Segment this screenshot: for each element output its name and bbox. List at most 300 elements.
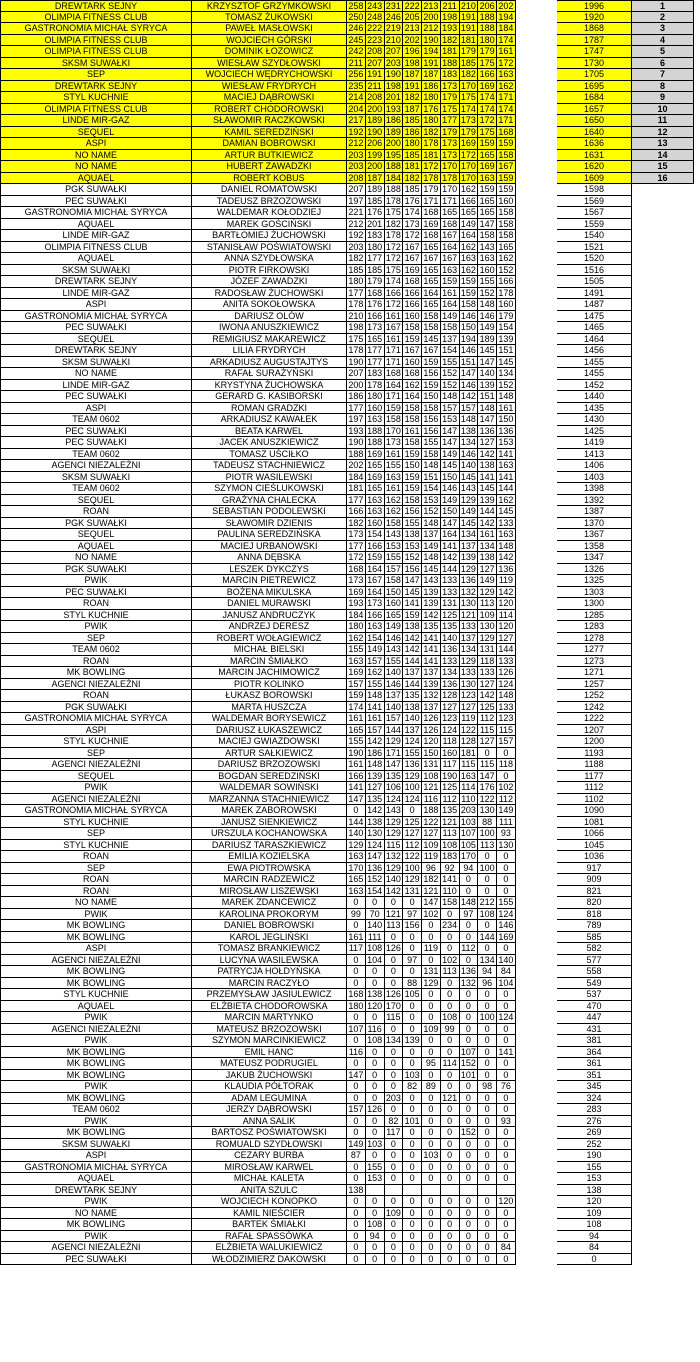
score-cell: 0 — [403, 1058, 422, 1070]
score-cell: 0 — [497, 771, 516, 783]
score-cell: 148 — [460, 897, 479, 909]
player-name-cell: WIESŁAW SZYDŁOWSKI — [192, 58, 347, 70]
score-cell: 0 — [385, 1139, 404, 1151]
score-cell: 115 — [478, 759, 497, 771]
score-cell: 165 — [422, 299, 441, 311]
score-cell: 101 — [403, 1116, 422, 1128]
score-cell: 166 — [460, 196, 479, 208]
score-cell: 124 — [385, 794, 404, 806]
player-name-cell: DARIUSZ TARASZKIEWICZ — [192, 840, 347, 852]
score-cell: 158 — [460, 299, 479, 311]
score-cell: 169 — [403, 265, 422, 277]
score-cell: 175 — [385, 265, 404, 277]
score-cell: 136 — [441, 679, 460, 691]
score-cell: 0 — [403, 805, 422, 817]
score-cell: 207 — [385, 46, 404, 58]
team-cell: NO NAME — [0, 897, 192, 909]
score-cell: 190 — [366, 127, 385, 139]
score-cell: 127 — [478, 437, 497, 449]
score-cell: 0 — [478, 1058, 497, 1070]
score-cell: 214 — [347, 92, 366, 104]
score-cell: 145 — [460, 518, 479, 530]
player-name-cell: DANIEL MURAWSKI — [192, 598, 347, 610]
score-cell: 188 — [366, 426, 385, 438]
total-cell: 1569 — [557, 196, 632, 208]
score-cell: 186 — [385, 115, 404, 127]
table-row — [0, 828, 700, 840]
score-cell: 0 — [441, 1219, 460, 1231]
score-cell: 174 — [460, 104, 479, 116]
table-row — [0, 656, 700, 668]
score-cell: 167 — [441, 230, 460, 242]
score-cell: 148 — [460, 414, 479, 426]
player-name-cell: PATRYCJA HOŁDYŃSKA — [192, 966, 347, 978]
score-cell: 155 — [385, 552, 404, 564]
team-cell: MK BOWLING — [0, 667, 192, 679]
rank-cell: 3 — [632, 23, 694, 35]
player-name-cell: PIOTR FIRKOWSKI — [192, 265, 347, 277]
score-cell: 0 — [385, 1173, 404, 1185]
score-cell: 165 — [385, 610, 404, 622]
score-cell: 202 — [497, 0, 516, 12]
score-cell: 0 — [460, 1024, 479, 1036]
score-cell: 111 — [497, 817, 516, 829]
score-cell: 148 — [366, 690, 385, 702]
score-cell: 129 — [478, 587, 497, 599]
score-cell: 70 — [366, 909, 385, 921]
score-cell: 148 — [422, 518, 441, 530]
score-cell: 178 — [347, 299, 366, 311]
score-cell: 0 — [478, 1104, 497, 1116]
score-cell: 178 — [385, 196, 404, 208]
table-row — [0, 759, 700, 771]
score-cell: 147 — [441, 518, 460, 530]
score-cell: 132 — [460, 978, 479, 990]
score-cell: 165 — [422, 265, 441, 277]
score-cell: 186 — [403, 127, 422, 139]
team-cell: TEAM 0602 — [0, 483, 192, 495]
score-cell: 150 — [403, 460, 422, 472]
table-row — [0, 874, 700, 886]
score-cell: 201 — [385, 92, 404, 104]
player-name-cell: ROMUALD SZYDŁOWSKI — [192, 1139, 347, 1151]
total-cell: 558 — [557, 966, 632, 978]
total-cell: 1326 — [557, 564, 632, 576]
score-cell: 161 — [385, 334, 404, 346]
score-cell: 162 — [497, 495, 516, 507]
score-cell: 136 — [497, 426, 516, 438]
team-cell: PEC SUWAŁKI — [0, 437, 192, 449]
rank-cell: 8 — [632, 81, 694, 93]
total-cell: 1657 — [557, 104, 632, 116]
table-row — [0, 1242, 700, 1254]
score-cell: 0 — [441, 978, 460, 990]
total-cell: 1567 — [557, 207, 632, 219]
score-cell: 129 — [460, 564, 479, 576]
score-cell: 158 — [497, 207, 516, 219]
score-cell: 181 — [460, 748, 479, 760]
score-cell: 153 — [441, 414, 460, 426]
score-cell: 211 — [347, 58, 366, 70]
score-cell: 0 — [385, 1081, 404, 1093]
score-cell: 168 — [441, 219, 460, 231]
score-cell: 212 — [422, 23, 441, 35]
team-cell: DREWTARK SEJNY — [0, 345, 192, 357]
team-cell: SEQUEL — [0, 495, 192, 507]
player-name-cell: JANUSZ SIENKIEWICZ — [192, 817, 347, 829]
score-cell: 158 — [403, 403, 422, 415]
score-cell: 170 — [460, 81, 479, 93]
team-cell: PWIK — [0, 1231, 192, 1243]
score-cell: 180 — [403, 138, 422, 150]
score-cell: 165 — [366, 334, 385, 346]
score-cell: 132 — [460, 587, 479, 599]
total-cell: 909 — [557, 874, 632, 886]
score-cell: 127 — [497, 633, 516, 645]
score-cell: 149 — [441, 495, 460, 507]
player-name-cell: BOŻENA MIKULSKA — [192, 587, 347, 599]
score-cell: 162 — [460, 184, 479, 196]
score-cell: 144 — [478, 506, 497, 518]
score-cell: 180 — [347, 1001, 366, 1013]
score-cell: 107 — [347, 1024, 366, 1036]
total-cell: 1559 — [557, 219, 632, 231]
score-cell: 161 — [347, 713, 366, 725]
score-cell: 183 — [441, 851, 460, 863]
table-row — [0, 196, 700, 208]
team-cell: OLIMPIA FITNESS CLUB — [0, 46, 192, 58]
table-row — [0, 460, 700, 472]
score-cell: 0 — [478, 1024, 497, 1036]
score-cell: 171 — [385, 357, 404, 369]
score-cell: 142 — [366, 805, 385, 817]
score-cell: 186 — [366, 748, 385, 760]
total-cell: 1036 — [557, 851, 632, 863]
player-name-cell: JÓZEF ZAWADZKI — [192, 276, 347, 288]
player-name-cell: MAREK GOŚCIŃSKI — [192, 219, 347, 231]
score-cell: 0 — [497, 1254, 516, 1266]
total-cell: 109 — [557, 1208, 632, 1220]
total-cell: 1406 — [557, 460, 632, 472]
table-row — [0, 207, 700, 219]
score-cell: 129 — [385, 817, 404, 829]
score-cell: 151 — [478, 391, 497, 403]
score-cell: 171 — [441, 196, 460, 208]
team-cell: DREWTARK SEJNY — [0, 276, 192, 288]
score-cell: 115 — [385, 840, 404, 852]
score-cell: 0 — [478, 851, 497, 863]
score-cell: 0 — [497, 1162, 516, 1174]
score-cell: 105 — [403, 989, 422, 1001]
score-cell: 156 — [422, 368, 441, 380]
score-cell: 206 — [478, 0, 497, 12]
team-cell: MK BOWLING — [0, 1058, 192, 1070]
score-cell: 157 — [385, 564, 404, 576]
score-cell: 180 — [366, 391, 385, 403]
score-cell: 149 — [366, 644, 385, 656]
score-cell: 87 — [347, 1150, 366, 1162]
score-cell: 0 — [403, 1104, 422, 1116]
score-cell: 172 — [385, 242, 404, 254]
score-cell: 147 — [347, 794, 366, 806]
rank-cell: 12 — [632, 127, 694, 139]
player-name-cell: ARTUR BUTKIEWICZ — [192, 150, 347, 162]
score-cell: 178 — [441, 173, 460, 185]
score-cell: 178 — [497, 288, 516, 300]
score-cell: 142 — [366, 736, 385, 748]
score-cell: 0 — [460, 1150, 479, 1162]
score-cell: 152 — [441, 380, 460, 392]
score-cell: 0 — [403, 1231, 422, 1243]
score-cell: 167 — [366, 575, 385, 587]
score-cell: 108 — [366, 1219, 385, 1231]
score-cell: 158 — [478, 230, 497, 242]
score-cell: 168 — [347, 989, 366, 1001]
team-cell: TEAM 0602 — [0, 414, 192, 426]
player-name-cell: EMIL HANC — [192, 1047, 347, 1059]
score-cell: 0 — [385, 1196, 404, 1208]
table-row — [0, 1173, 700, 1185]
team-cell: MK BOWLING — [0, 1093, 192, 1105]
team-cell: PWIK — [0, 1116, 192, 1128]
team-cell: LINDE MIR-GAZ — [0, 115, 192, 127]
score-cell: 248 — [366, 12, 385, 24]
score-cell: 97 — [403, 909, 422, 921]
score-cell: 0 — [460, 1104, 479, 1116]
score-cell: 120 — [366, 1001, 385, 1013]
score-cell: 0 — [403, 1173, 422, 1185]
score-cell: 0 — [422, 955, 441, 967]
player-name-cell: ANNA SALIK — [192, 1116, 347, 1128]
score-cell: 0 — [478, 748, 497, 760]
score-cell: 126 — [422, 713, 441, 725]
score-cell: 129 — [403, 874, 422, 886]
score-cell: 0 — [460, 1173, 479, 1185]
score-cell: 165 — [422, 242, 441, 254]
table-row — [0, 391, 700, 403]
score-cell: 141 — [441, 541, 460, 553]
score-cell: 156 — [403, 564, 422, 576]
team-cell: AGENCI NIEZALEŻNI — [0, 794, 192, 806]
table-row — [0, 748, 700, 760]
score-cell: 0 — [347, 897, 366, 909]
score-cell: 191 — [366, 69, 385, 81]
table-row — [0, 1104, 700, 1116]
score-cell: 169 — [366, 449, 385, 461]
score-cell: 182 — [385, 219, 404, 231]
score-cell: 0 — [366, 1047, 385, 1059]
table-row — [0, 288, 700, 300]
score-cell: 84 — [497, 966, 516, 978]
table-row — [0, 621, 700, 633]
score-cell: 129 — [385, 736, 404, 748]
team-cell: SEQUEL — [0, 127, 192, 139]
score-cell: 0 — [422, 1139, 441, 1151]
score-cell: 179 — [441, 92, 460, 104]
score-cell: 103 — [460, 817, 479, 829]
score-cell: 150 — [460, 322, 479, 334]
score-cell: 0 — [441, 1139, 460, 1151]
score-cell: 139 — [460, 552, 479, 564]
total-cell: 1520 — [557, 253, 632, 265]
score-cell: 132 — [385, 851, 404, 863]
score-cell: 245 — [347, 35, 366, 47]
score-cell: 182 — [422, 127, 441, 139]
team-cell: MK BOWLING — [0, 920, 192, 932]
total-cell: 1193 — [557, 748, 632, 760]
score-cell: 0 — [478, 1162, 497, 1174]
table-row — [0, 426, 700, 438]
score-cell: 162 — [347, 633, 366, 645]
score-cell: 133 — [460, 667, 479, 679]
score-cell: 0 — [478, 1001, 497, 1013]
score-cell: 154 — [441, 345, 460, 357]
score-cell: 117 — [385, 1127, 404, 1139]
total-cell: 582 — [557, 943, 632, 955]
score-cell: 123 — [497, 713, 516, 725]
score-cell: 163 — [460, 771, 479, 783]
total-cell: 1278 — [557, 633, 632, 645]
score-cell: 160 — [403, 311, 422, 323]
score-cell: 168 — [403, 276, 422, 288]
score-cell: 147 — [478, 414, 497, 426]
team-cell: PEC SUWAŁKI — [0, 322, 192, 334]
score-cell: 139 — [422, 587, 441, 599]
score-cell: 0 — [422, 1127, 441, 1139]
score-cell: 0 — [497, 1001, 516, 1013]
score-cell: 147 — [366, 851, 385, 863]
score-cell: 0 — [478, 1173, 497, 1185]
score-cell: 222 — [366, 23, 385, 35]
score-cell: 146 — [441, 483, 460, 495]
table-row — [0, 403, 700, 415]
score-cell: 140 — [403, 713, 422, 725]
score-cell: 0 — [478, 1116, 497, 1128]
player-name-cell: BARTŁOMIEJ ŻUCHOWSKI — [192, 230, 347, 242]
score-cell: 162 — [403, 380, 422, 392]
score-cell: 195 — [385, 150, 404, 162]
score-cell: 149 — [347, 1139, 366, 1151]
team-cell: MK BOWLING — [0, 932, 192, 944]
score-cell: 148 — [497, 690, 516, 702]
player-name-cell: TOMASZ ŻUKOWSKI — [192, 12, 347, 24]
score-cell: 0 — [403, 1219, 422, 1231]
score-cell: 142 — [478, 449, 497, 461]
score-cell: 138 — [347, 1185, 366, 1197]
score-cell: 174 — [347, 702, 366, 714]
score-cell: 157 — [366, 656, 385, 668]
score-cell: 186 — [422, 81, 441, 93]
score-cell: 162 — [497, 81, 516, 93]
player-name-cell: MACIEJ URBANOWSKI — [192, 541, 347, 553]
score-cell: 0 — [497, 1173, 516, 1185]
table-row — [0, 1012, 700, 1024]
score-cell: 152 — [478, 288, 497, 300]
score-cell: 181 — [422, 150, 441, 162]
total-cell: 1996 — [557, 0, 632, 12]
score-cell: 103 — [422, 1150, 441, 1162]
score-cell: 0 — [403, 1242, 422, 1254]
score-cell: 144 — [497, 644, 516, 656]
score-cell: 160 — [441, 748, 460, 760]
table-row — [0, 276, 700, 288]
score-cell: 179 — [460, 127, 479, 139]
score-cell: 0 — [347, 1208, 366, 1220]
score-cell: 155 — [403, 748, 422, 760]
score-cell: 256 — [347, 69, 366, 81]
score-cell: 165 — [497, 242, 516, 254]
score-cell — [422, 1185, 441, 1197]
score-cell: 182 — [403, 173, 422, 185]
table-row — [0, 690, 700, 702]
score-cell: 173 — [441, 81, 460, 93]
score-cell: 211 — [366, 81, 385, 93]
team-cell: SKSM SUWAŁKI — [0, 357, 192, 369]
score-cell: 187 — [403, 104, 422, 116]
score-cell: 131 — [422, 966, 441, 978]
score-cell: 173 — [347, 575, 366, 587]
score-cell: 163 — [347, 886, 366, 898]
score-cell: 182 — [422, 874, 441, 886]
total-cell: 447 — [557, 1012, 632, 1024]
score-cell: 167 — [422, 345, 441, 357]
score-cell: 177 — [347, 288, 366, 300]
score-cell: 138 — [403, 702, 422, 714]
score-cell: 0 — [441, 1047, 460, 1059]
score-cell: 200 — [347, 380, 366, 392]
score-cell: 170 — [347, 863, 366, 875]
score-cell: 148 — [478, 299, 497, 311]
player-name-cell: MARZANNA STACHNIEWICZ — [192, 794, 347, 806]
score-cell: 250 — [347, 12, 366, 24]
score-cell: 122 — [403, 851, 422, 863]
score-cell: 108 — [366, 1035, 385, 1047]
score-cell: 176 — [478, 782, 497, 794]
score-cell: 174 — [497, 104, 516, 116]
score-cell: 144 — [441, 564, 460, 576]
table-row — [0, 1162, 700, 1174]
score-cell: 166 — [366, 541, 385, 553]
score-cell: 158 — [441, 897, 460, 909]
score-cell: 135 — [441, 621, 460, 633]
total-cell: 917 — [557, 863, 632, 875]
team-cell: PWIK — [0, 1035, 192, 1047]
total-cell: 1435 — [557, 403, 632, 415]
score-cell: 112 — [497, 794, 516, 806]
score-cell: 174 — [497, 35, 516, 47]
score-cell: 0 — [366, 1012, 385, 1024]
score-cell — [403, 1185, 422, 1197]
score-cell: 219 — [385, 23, 404, 35]
score-cell: 159 — [422, 380, 441, 392]
team-cell: AQUAEL — [0, 173, 192, 185]
score-cell: 158 — [422, 311, 441, 323]
total-cell: 585 — [557, 932, 632, 944]
team-cell: STYL KUCHNIE — [0, 92, 192, 104]
score-cell: 127 — [478, 736, 497, 748]
score-cell: 114 — [441, 1058, 460, 1070]
score-cell: 115 — [385, 1012, 404, 1024]
team-cell: SEP — [0, 69, 192, 81]
team-cell: SKSM SUWAŁKI — [0, 58, 192, 70]
total-cell: 1045 — [557, 840, 632, 852]
score-cell: 147 — [478, 219, 497, 231]
total-cell: 1430 — [557, 414, 632, 426]
score-cell: 118 — [478, 656, 497, 668]
score-cell: 0 — [497, 1139, 516, 1151]
player-name-cell: EWA PIOTROWSKA — [192, 863, 347, 875]
player-name-cell: TADEUSZ BRZOZOWSKI — [192, 196, 347, 208]
